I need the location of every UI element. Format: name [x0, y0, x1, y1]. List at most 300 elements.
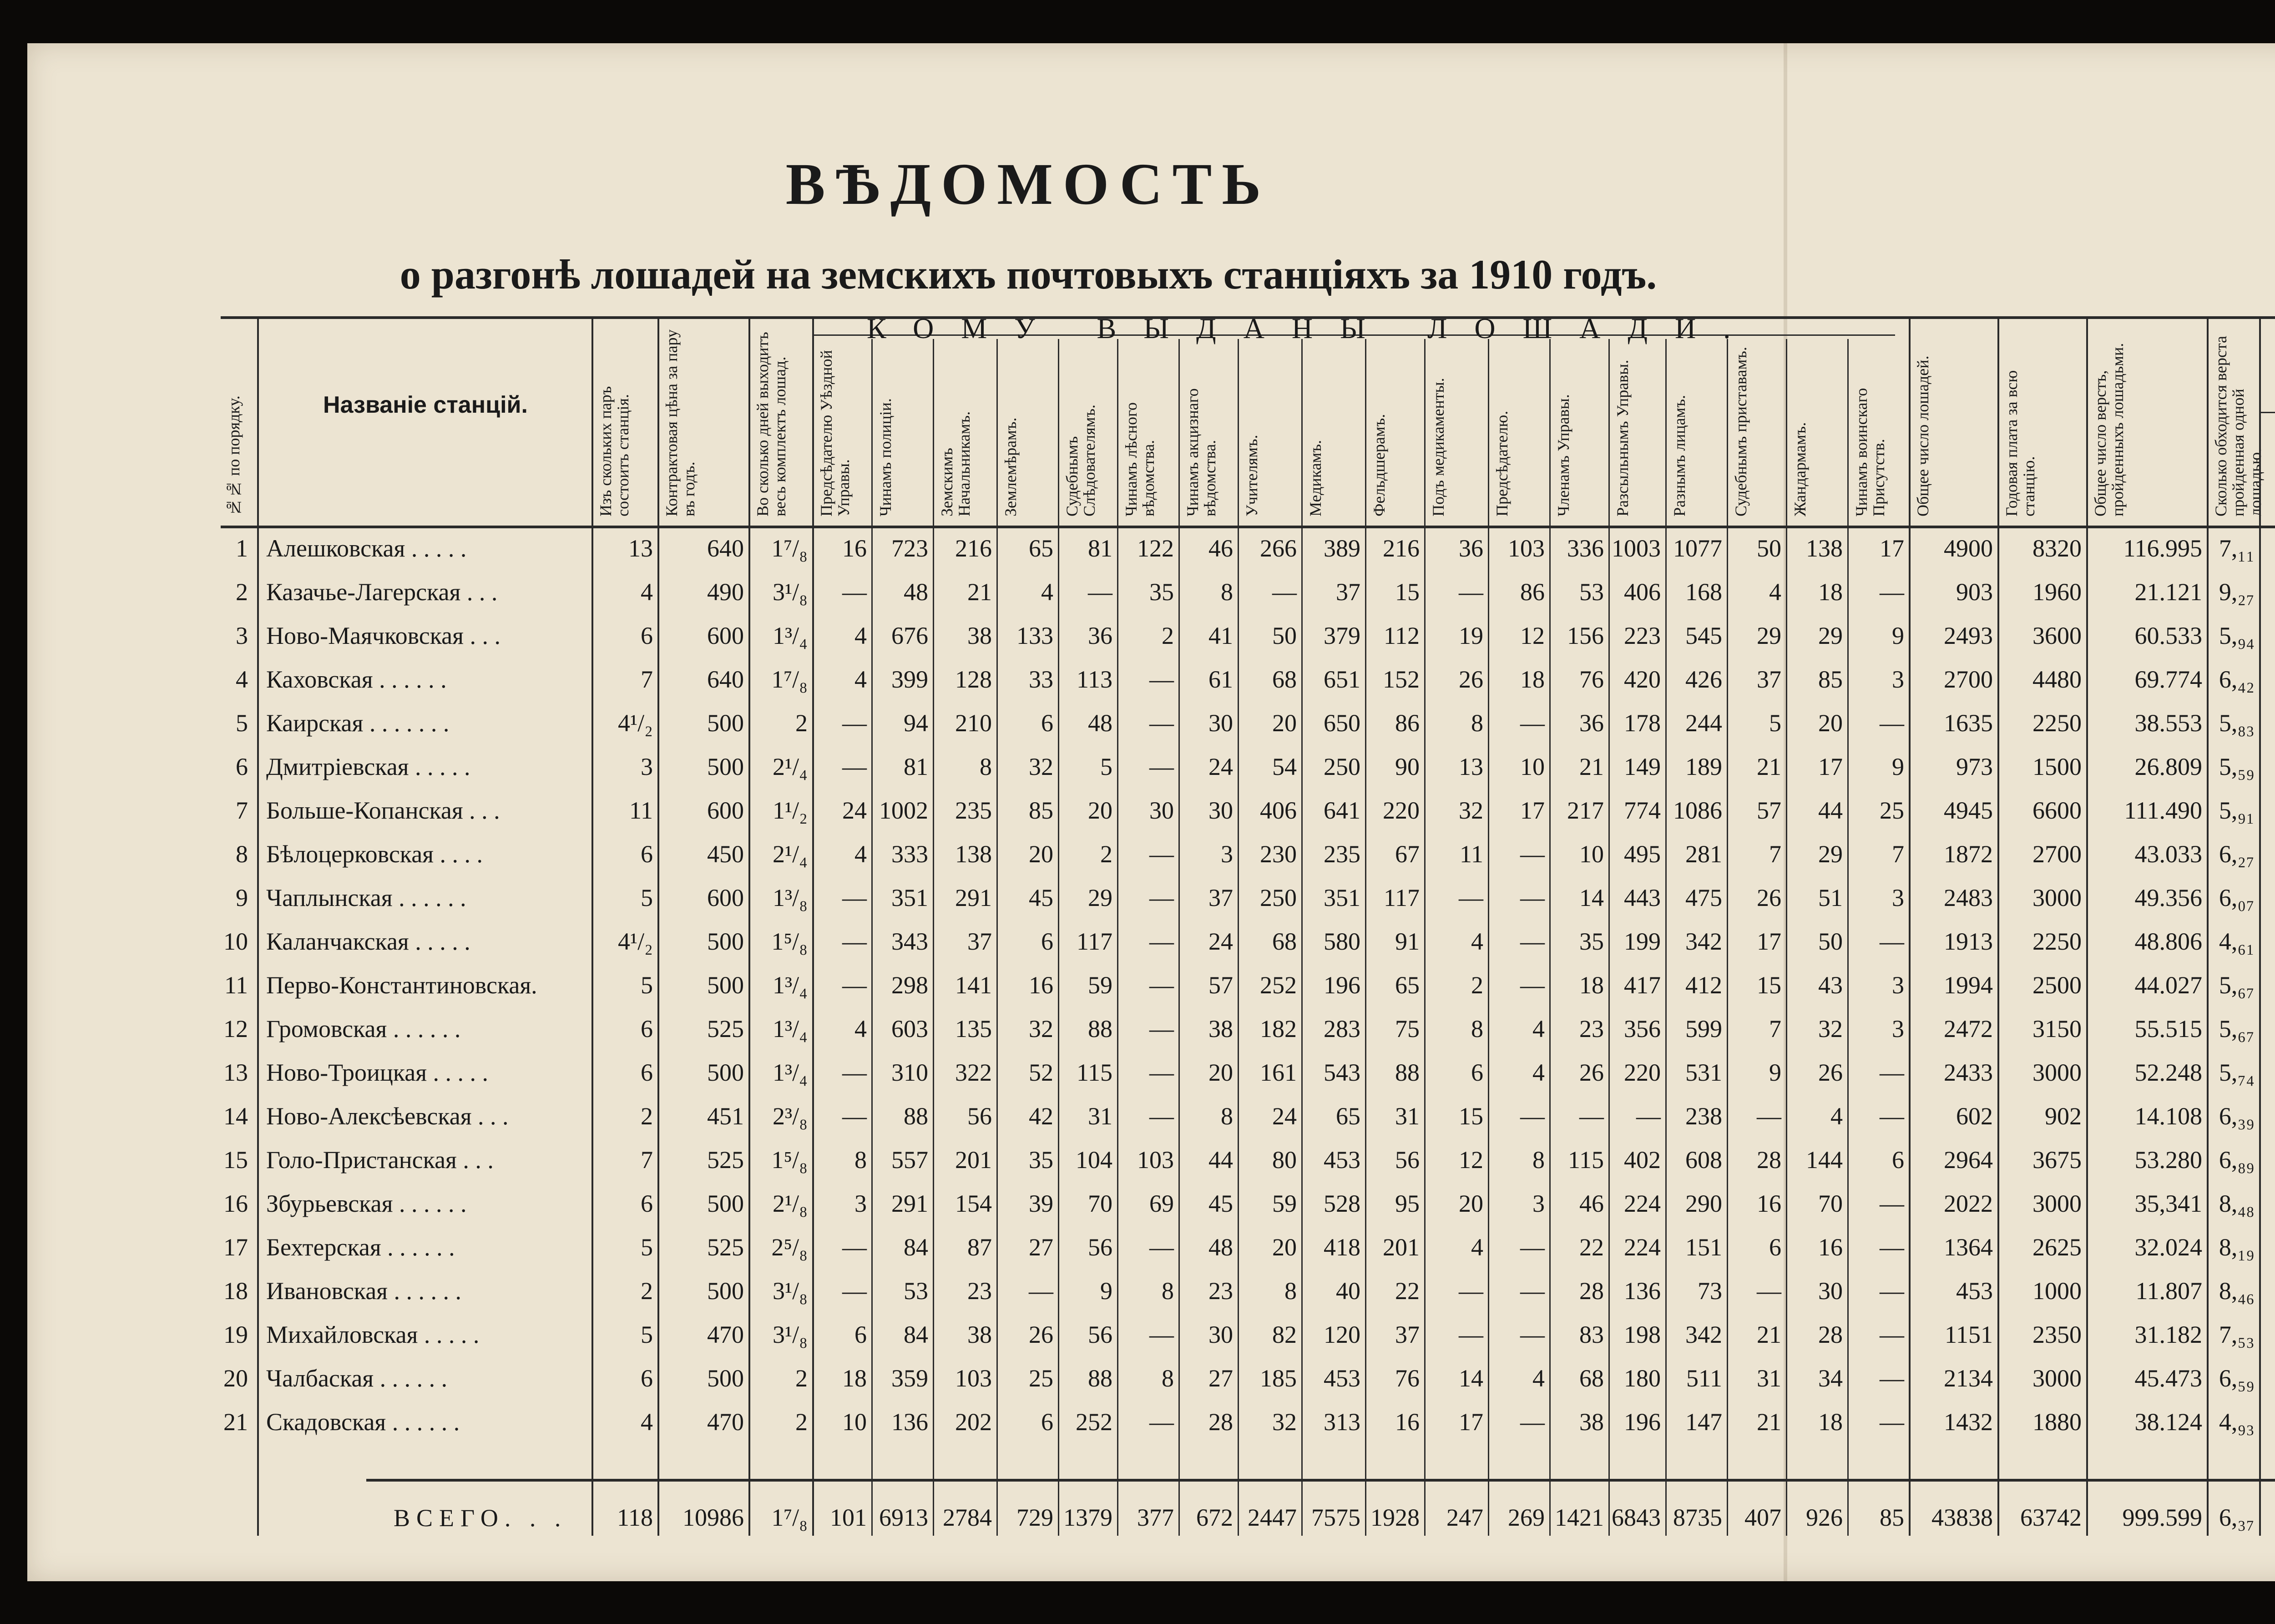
table-cell: 53 [1579, 578, 1604, 606]
table-cell: 34 [1818, 1365, 1843, 1392]
table-cell: 20 [1818, 709, 1843, 737]
table-cell: 1960 [2032, 578, 2082, 606]
station-name: Алешковская . . . . . [266, 535, 467, 562]
table-cell: — [1088, 578, 1112, 606]
table-cell: 1003 [1612, 535, 1661, 562]
total-cell: 2784 [943, 1504, 992, 1531]
table-cell: 30 [1208, 1321, 1233, 1348]
table-cell: 199 [1624, 928, 1661, 955]
table-cell: 2700 [2032, 840, 2082, 868]
table-cell: 40 [1336, 1277, 1360, 1305]
table-cell: 69.774 [2134, 666, 2202, 693]
table-cell: 10 [1579, 840, 1604, 868]
table-cell: 69 [1149, 1190, 1174, 1217]
header-station-name: Названіе станцій. [323, 392, 528, 418]
table-cell: 35 [1579, 928, 1604, 955]
total-cell: 377 [1137, 1504, 1174, 1531]
table-cell [2259, 1185, 2275, 1222]
table-cell: 450 [707, 840, 744, 868]
table-cell: 23 [1579, 1015, 1604, 1042]
table-cell: — [842, 1059, 867, 1086]
table-cell: 2 [795, 1365, 808, 1392]
table-cell: 723 [891, 535, 928, 562]
table-cell: 27 [1208, 1365, 1233, 1392]
table-cell: 3¹/₈ [772, 1321, 808, 1348]
table-cell [2259, 749, 2275, 785]
header-versts: Общее число верстъ, пройденныхъ лошадьми. [2091, 343, 2127, 516]
table-cell: 112 [1384, 622, 1420, 649]
statistics-table [221, 312, 2275, 1568]
table-cell: 451 [707, 1103, 744, 1130]
table-cell: — [1149, 666, 1174, 693]
table-cell: 230 [1260, 840, 1297, 868]
total-cell: 85 [1880, 1504, 1904, 1531]
table-cell: 500 [707, 971, 744, 999]
table-cell: 2350 [2032, 1321, 2082, 1348]
table-cell: 4 [1532, 1365, 1545, 1392]
table-cell: 2964 [1944, 1146, 1993, 1174]
header-no: №№ по порядку. [225, 395, 243, 516]
table-cell: 14.108 [2134, 1103, 2202, 1130]
header-pairs: Изъ скольких паръ состоитъ станція. [597, 386, 632, 516]
table-cell: 3000 [2032, 1059, 2082, 1086]
table-cell [2259, 1316, 2275, 1353]
table-cell: 49.356 [2134, 884, 2202, 911]
table-cell: 86 [1395, 709, 1420, 737]
table-cell: 14 [1459, 1365, 1483, 1392]
table-cell: 1151 [1945, 1321, 1993, 1348]
table-cell: 76 [1395, 1365, 1420, 1392]
table-cell: 21 [967, 578, 992, 606]
table-cell: 23 [1208, 1277, 1233, 1305]
total-cell: 1421 [1555, 1504, 1604, 1531]
table-cell: 3 [1892, 971, 1904, 999]
table-cell: 18 [1818, 1408, 1843, 1436]
table-cell: 11 [629, 797, 653, 824]
table-cell: 3000 [2032, 1365, 2082, 1392]
table-cell: — [1149, 840, 1174, 868]
table-cell: 136 [1624, 1277, 1661, 1305]
table-cell: 22 [1579, 1234, 1604, 1261]
table-cell: 7,₁₁ [2219, 535, 2255, 562]
table-cell: 38 [967, 622, 992, 649]
table-cell: 525 [707, 1234, 744, 1261]
total-cell: 407 [1744, 1504, 1781, 1531]
table-cell: 196 [1324, 971, 1360, 999]
table-header-rule [221, 526, 2275, 528]
total-cell: 7575 [1311, 1504, 1360, 1531]
row-number: 4 [236, 666, 248, 693]
table-cell: 20 [1029, 840, 1053, 868]
table-cell: 1³/₄ [772, 622, 808, 649]
row-number: 9 [236, 884, 248, 911]
table-cell: 13 [628, 535, 653, 562]
table-cell: 48.806 [2134, 928, 2202, 955]
table-cell: 525 [707, 1015, 744, 1042]
table-cell: — [1459, 578, 1483, 606]
table-cell: 412 [1685, 971, 1722, 999]
table-cell: — [842, 709, 867, 737]
table-cell: 6,₅₉ [2219, 1365, 2255, 1392]
table-cell: 10 [1520, 753, 1545, 780]
table-cell: 37 [1757, 666, 1781, 693]
table-cell: 608 [1685, 1146, 1722, 1174]
table-cell: 6600 [2032, 797, 2082, 824]
table-cell: — [842, 753, 867, 780]
table-cell: 19 [1459, 622, 1483, 649]
table-cell: 48 [1208, 1234, 1233, 1261]
total-cell [2259, 1499, 2275, 1536]
table-cell: 65 [1029, 535, 1053, 562]
table-cell: 57 [1208, 971, 1233, 999]
table-cell: 6,₀₇ [2219, 884, 2255, 911]
table-cell: 52 [1029, 1059, 1053, 1086]
table-cell: 1432 [1944, 1408, 1993, 1436]
table-cell: 29 [1088, 884, 1112, 911]
table-cell: 95 [1395, 1190, 1420, 1217]
table-cell: 53 [904, 1277, 928, 1305]
table-cell: 470 [707, 1321, 744, 1348]
row-number: 14 [223, 1103, 248, 1130]
total-cell: 63742 [2020, 1504, 2082, 1531]
table-cell: — [1520, 928, 1545, 955]
table-cell: 210 [955, 709, 992, 737]
table-cell: 189 [1685, 753, 1722, 780]
table-cell: 152 [1383, 666, 1420, 693]
table-cell: 266 [1260, 535, 1297, 562]
table-cell: 216 [955, 535, 992, 562]
table-cell: 426 [1685, 666, 1722, 693]
table-cell: 2134 [1944, 1365, 1993, 1392]
table-cell: 37 [1208, 884, 1233, 911]
table-cell: 5,₆₇ [2219, 1015, 2255, 1042]
table-cell: 20 [1272, 1234, 1297, 1261]
station-name: Каланчакская . . . . . [266, 928, 470, 955]
table-cell: 26 [1818, 1059, 1843, 1086]
table-cell: 16 [1818, 1234, 1843, 1261]
table-cell: 18 [1520, 666, 1545, 693]
table-cell [2259, 1054, 2275, 1091]
station-name: Чаплынская . . . . . . [266, 884, 466, 911]
table-cell: 402 [1624, 1146, 1661, 1174]
table-cell: 603 [891, 1015, 928, 1042]
table-cell: 29 [1818, 622, 1843, 649]
table-cell: — [1880, 1277, 1904, 1305]
row-number: 17 [223, 1234, 248, 1261]
station-name: Ивановская . . . . . . [266, 1277, 462, 1305]
table-cell: 4,₆₁ [2219, 928, 2255, 955]
table-cell: — [842, 1103, 867, 1130]
table-cell: 8 [1221, 1103, 1233, 1130]
table-cell: 35 [1149, 578, 1174, 606]
table-cell: 8 [1471, 709, 1483, 737]
table-cell: 6 [1041, 928, 1053, 955]
table-cell: 406 [1624, 578, 1661, 606]
table-cell: 12 [1459, 1146, 1483, 1174]
table-cell: 531 [1685, 1059, 1722, 1086]
table-cell: 56 [1088, 1321, 1112, 1348]
table-cell: 6 [1892, 1146, 1904, 1174]
table-cell: 48 [1088, 709, 1112, 737]
table-cell: 1913 [1944, 928, 1993, 955]
table-cell: 6 [641, 1015, 653, 1042]
table-cell: 557 [891, 1146, 928, 1174]
station-name: Казачье-Лагерская . . . [266, 578, 498, 606]
table-cell: 50 [1818, 928, 1843, 955]
table-cell: 28 [1757, 1146, 1781, 1174]
table-cell: 5 [1769, 709, 1781, 737]
table-cell: — [1029, 1277, 1053, 1305]
table-cell [2259, 923, 2275, 960]
table-cell: — [1149, 709, 1174, 737]
header-sud-sled: Судебнымъ Слѣдователямъ. [1063, 404, 1098, 516]
table-cell: 9 [1769, 1059, 1781, 1086]
table-cell: 83 [1579, 1321, 1604, 1348]
table-cell: 250 [1260, 884, 1297, 911]
table-cell: 650 [1324, 709, 1360, 737]
table-cell: 24 [1208, 753, 1233, 780]
table-cell: 17 [1757, 928, 1781, 955]
table-cell: 45 [1029, 884, 1053, 911]
total-cell: 6913 [879, 1504, 928, 1531]
table-cell: 82 [1272, 1321, 1297, 1348]
table-cell: 168 [1685, 578, 1722, 606]
received-subheader-rule [2259, 412, 2275, 413]
table-cell: 7 [1769, 1015, 1781, 1042]
table-cell: 3000 [2032, 1190, 2082, 1217]
table-cell: 9 [1892, 622, 1904, 649]
table-cell: 44.027 [2134, 971, 2202, 999]
table-cell: 4¹/₂ [617, 709, 653, 737]
table-cell: — [1579, 1103, 1604, 1130]
table-cell: 1364 [1944, 1234, 1993, 1261]
table-cell: 500 [707, 709, 744, 737]
table-cell [2259, 1098, 2275, 1134]
table-cell: 4¹/₂ [617, 928, 653, 955]
table-cell: 8320 [2032, 535, 2082, 562]
table-cell: 4 [1471, 928, 1483, 955]
table-cell: — [1880, 709, 1904, 737]
table-cell: 26 [1029, 1321, 1053, 1348]
header-les: Чинамъ лѣсного вѣдомства. [1122, 402, 1158, 516]
table-cell: 4 [1769, 578, 1781, 606]
table-cell: 26 [1459, 666, 1483, 693]
table-cell: 88 [1395, 1059, 1420, 1086]
table-cell: 676 [891, 622, 928, 649]
table-cell: 3 [1892, 884, 1904, 911]
table-cell: 903 [1956, 578, 1993, 606]
table-cell: 500 [707, 753, 744, 780]
table-cell: 3 [641, 753, 653, 780]
table-cell: 37 [967, 928, 992, 955]
table-cell: 24 [1272, 1103, 1297, 1130]
table-cell: 2¹/₈ [772, 1190, 808, 1217]
table-cell: 60.533 [2134, 622, 2202, 649]
header-police: Чинамъ полиціи. [876, 398, 895, 516]
table-cell: 4 [854, 666, 867, 693]
total-cell: 672 [1196, 1504, 1233, 1531]
table-cell: 235 [955, 797, 992, 824]
table-cell: 87 [967, 1234, 992, 1261]
table-cell: 8,₁₉ [2219, 1234, 2255, 1261]
table-cell [2259, 967, 2275, 1003]
table-cell: — [1149, 753, 1174, 780]
table-cell: 28 [1208, 1408, 1233, 1436]
table-cell: 1¹/₂ [772, 797, 808, 824]
table-cell: — [1149, 971, 1174, 999]
table-cell: 15 [1395, 578, 1420, 606]
table-cell: 351 [1324, 884, 1360, 911]
table-cell: 774 [1624, 797, 1661, 824]
row-number: 13 [223, 1059, 248, 1086]
table-cell: 128 [955, 666, 992, 693]
table-cell: 359 [891, 1365, 928, 1392]
table-cell: 53.280 [2134, 1146, 2202, 1174]
header-total-horses: Общее число лошадей. [1914, 355, 1932, 516]
table-cell: 20 [1088, 797, 1112, 824]
table-cell: 7 [1769, 840, 1781, 868]
table-cell: 4,₉₃ [2219, 1408, 2255, 1436]
station-name: Бѣлоцерковская . . . . [266, 840, 483, 868]
table-cell: 4480 [2032, 666, 2082, 693]
table-cell: 3¹/₈ [772, 1277, 808, 1305]
table-cell: 202 [955, 1408, 992, 1436]
table-cell: 3600 [2032, 622, 2082, 649]
table-cell: 6 [1769, 1234, 1781, 1261]
table-cell: 38 [1208, 1015, 1233, 1042]
table-cell: 4900 [1944, 535, 1993, 562]
header-annual-pay: Годовая плата за всю станцію. [2002, 370, 2038, 516]
table-cell: 1002 [879, 797, 928, 824]
table-cell: 88 [1088, 1365, 1112, 1392]
table-cell: 38.553 [2134, 709, 2202, 737]
table-cell: 81 [1088, 535, 1112, 562]
table-cell: 2493 [1944, 622, 1993, 649]
table-cell: 2472 [1944, 1015, 1993, 1042]
row-number: 18 [223, 1277, 248, 1305]
table-cell: 37 [1336, 578, 1360, 606]
table-cell: 21 [1757, 1408, 1781, 1436]
table-cell: — [1459, 1277, 1483, 1305]
table-cell: 9 [1892, 753, 1904, 780]
header-zemlemer: Землемѣрамъ. [1001, 417, 1020, 516]
table-cell: 11.807 [2135, 1277, 2202, 1305]
table-cell: 59 [1088, 971, 1112, 999]
table-cell: 115 [1077, 1059, 1112, 1086]
table-cell: 5 [641, 1321, 653, 1348]
table-cell: 30 [1149, 797, 1174, 824]
station-name: Збурьевская . . . . . . [266, 1190, 467, 1217]
table-cell: 600 [707, 884, 744, 911]
table-cell: 32 [1029, 753, 1053, 780]
table-cell: 1086 [1673, 797, 1722, 824]
table-cell: 56 [1088, 1234, 1112, 1261]
table-cell: 351 [891, 884, 928, 911]
table-cell: 495 [1624, 840, 1661, 868]
table-cell: 185 [1260, 1365, 1297, 1392]
table-cell: 45.473 [2134, 1365, 2202, 1392]
table-cell: 8 [1162, 1277, 1174, 1305]
table-cell: 133 [1016, 622, 1053, 649]
table-cell: 4 [1471, 1234, 1483, 1261]
table-cell: 4 [1532, 1015, 1545, 1042]
table-cell: 65 [1395, 971, 1420, 999]
table-cell: 36 [1579, 709, 1604, 737]
table-cell: — [1880, 928, 1904, 955]
table-cell: 470 [707, 1408, 744, 1436]
total-cell: 43838 [1931, 1504, 1993, 1531]
table-cell: 26 [1757, 884, 1781, 911]
table-cell: 6 [641, 840, 653, 868]
table-cell: 291 [955, 884, 992, 911]
table-cell: 7 [1892, 840, 1904, 868]
table-cell: 198 [1624, 1321, 1661, 1348]
table-cell: 342 [1685, 1321, 1722, 1348]
table-cell: 42 [1029, 1103, 1053, 1130]
table-cell: 389 [1324, 535, 1360, 562]
table-cell: 9 [1100, 1277, 1112, 1305]
table-cell: 113 [1077, 666, 1112, 693]
table-cell: 418 [1324, 1234, 1360, 1261]
table-cell: 52.248 [2134, 1059, 2202, 1086]
table-cell: — [1459, 1321, 1483, 1348]
table-cell [2259, 530, 2275, 567]
table-cell: — [842, 928, 867, 955]
table-cell: — [1520, 1234, 1545, 1261]
table-cell: 235 [1324, 840, 1360, 868]
station-name: Чалбаская . . . . . . [266, 1365, 448, 1392]
table-cell: — [1520, 1277, 1545, 1305]
total-cell: 999.599 [2122, 1504, 2202, 1531]
table-cell: — [1880, 1408, 1904, 1436]
table-cell: 25 [1029, 1365, 1053, 1392]
row-number: 12 [223, 1015, 248, 1042]
table-cell: 21.121 [2134, 578, 2202, 606]
table-cell: 5 [641, 1234, 653, 1261]
row-number: 11 [224, 971, 248, 999]
table-cell: 4 [1830, 1103, 1843, 1130]
table-cell: 36 [1459, 535, 1483, 562]
table-cell: 640 [707, 666, 744, 693]
table-cell: 17 [1459, 1408, 1483, 1436]
table-cell: 417 [1624, 971, 1661, 999]
table-cell: 17 [1520, 797, 1545, 824]
table-cell: 3¹/₈ [772, 578, 808, 606]
table-cell: 32 [1818, 1015, 1843, 1042]
table-cell: 2250 [2032, 928, 2082, 955]
table-cell: 5,₉₄ [2219, 622, 2255, 649]
table-cell: 3675 [2032, 1146, 2082, 1174]
table-cell: 20 [1272, 709, 1297, 737]
table-cell: 13 [1459, 753, 1483, 780]
total-cell: 1928 [1370, 1504, 1420, 1531]
row-number: 15 [223, 1146, 248, 1174]
table-cell: 65 [1336, 1103, 1360, 1130]
table-cell: 201 [955, 1146, 992, 1174]
table-cell: 21 [1579, 753, 1604, 780]
table-cell: 4 [1041, 578, 1053, 606]
table-cell: 525 [707, 1146, 744, 1174]
total-cell: 101 [830, 1504, 867, 1531]
table-cell: 1635 [1944, 709, 1993, 737]
table-cell: 5 [641, 884, 653, 911]
table-cell: 4 [854, 1015, 867, 1042]
table-cell: — [842, 884, 867, 911]
table-cell: 379 [1324, 622, 1360, 649]
table-cell: 68 [1272, 928, 1297, 955]
table-cell: 4 [854, 622, 867, 649]
station-name: Скадовская . . . . . . [266, 1408, 460, 1436]
